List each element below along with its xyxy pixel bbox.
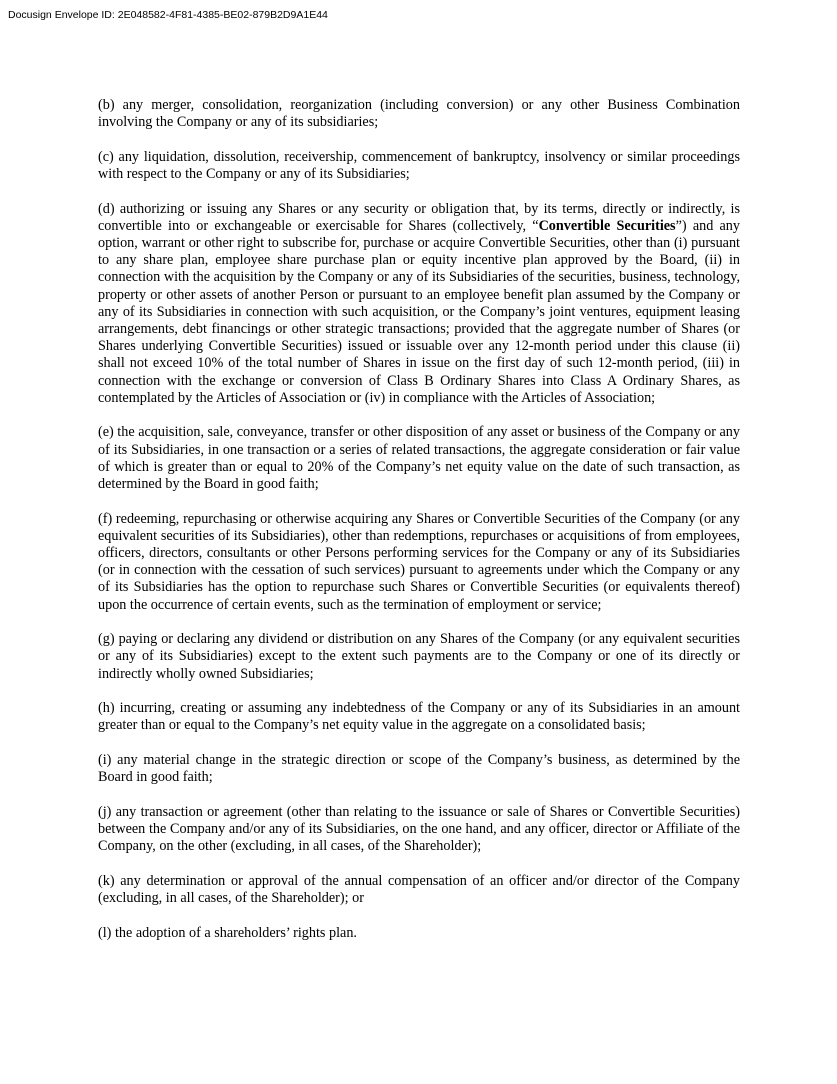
clause-e: (e) the acquisition, sale, conveyance, transfer or other disposition of any asset or business of the Company or any of its Subsidiaries, in one transaction or a series of related transactions, the aggregate consideration or fair value of which is greater than or equal to 20% of the Company’s net equity value on the date of such transaction, as determined by the Board in good faith; [98, 424, 740, 493]
clause-l: (l) the adoption of a shareholders’ rights plan. [98, 924, 357, 941]
clause-j: (j) any transaction or agreement (other than relating to the issuance or sale of Shares or Convertible Securities) between the Company and/or any of its Subsidiaries, on the one hand, and any officer, director or Affiliate of the Company, on the other (excluding, in all cases, of the Shareholder); [98, 803, 740, 855]
clause-g: (g) paying or declaring any dividend or distribution on any Shares of the Company (or any equivalent securities or any of its Subsidiaries) except to the extent such payments are to the Company or one of its directly or indirectly wholly owned Subsidiaries; [98, 631, 740, 682]
clause-c: (c) any liquidation, dissolution, receivership, commencement of bankruptcy, insolvency or similar proceedings with respect to the Company or any of its Subsidiaries; [98, 148, 740, 182]
defined-term-convertible-securities: Convertible Securities [538, 217, 676, 234]
clause-d-text-before: (d) authorizing or issuing any Shares or any security or obligation that, by its terms, directly or indirectly, is convertible into or exchangeable or exercisable for Shares (collectively, “ [98, 200, 740, 234]
docusign-envelope-id: Docusign Envelope ID: 2E048582-4F81-4385-BE02-879B2D9A1E44 [8, 9, 328, 21]
clause-d [98, 201, 740, 407]
clause-h: (h) incurring, creating or assuming any indebtedness of the Company or any of its Subsidiaries in an amount greater than or equal to the Company’s net equity value in the aggregate on a consolidated basis; [98, 700, 740, 734]
clause-k: (k) any determination or approval of the annual compensation of an officer and/or director of the Company (excluding, in all cases, of the Shareholder); or [98, 872, 740, 907]
clause-f: (f) redeeming, repurchasing or otherwise acquiring any Shares or Convertible Securities of the Company (or any equivalent securities of its Subsidiaries), other than redemptions, repurchases or acquisitions of from employees, officers, directors, consultants or other Persons performing services for the Company or any of its Subsidiaries (or in connection with the cessation of such services) pursuant to agreements under which the Company or any of its Subsidiaries has the option to repurchase such Shares or Convertible Securities (or equivalents thereof) upon the occurrence of certain events, such as the termination of employment or service; [98, 510, 740, 613]
clause-d-text-after: ”) and any option, warrant or other right to subscribe for, purchase or acquire Convertible Securities, other than (i) pursuant to any share plan, employee share purchase plan or equity incentive plan approved by the Board, (ii) in connection with the acquisition by the Company or any of its Subsidiaries of the securities, business, technology, property or other assets of another Person or pursuant to an employee benefit plan assumed by the Company or any of its Subsidiaries in connection with such acquisition, or the Company’s joint ventures, equipment leasing arrangements, debt financings or other strategic transactions; provided that the aggregate number of Shares (or Shares underlying Convertible Securities) issued or issuable over any 12-month period under this clause (ii) shall not exceed 10% of the total number of Shares in issue on the first day of such 12-month period, (iii) in connection with the exchange or conversion of Class B Ordinary Shares into Class A Ordinary Shares, as contemplated by the Articles of Association or (iv) in compliance with the Articles of Association; [98, 217, 740, 406]
document-body [98, 97, 740, 959]
clause-i: (i) any material change in the strategic direction or scope of the Company’s business, as determined by the Board in good faith; [98, 752, 740, 786]
clause-b: (b) any merger, consolidation, reorganization (including conversion) or any other Business Combination involving the Company or any of its subsidiaries; [98, 97, 740, 131]
